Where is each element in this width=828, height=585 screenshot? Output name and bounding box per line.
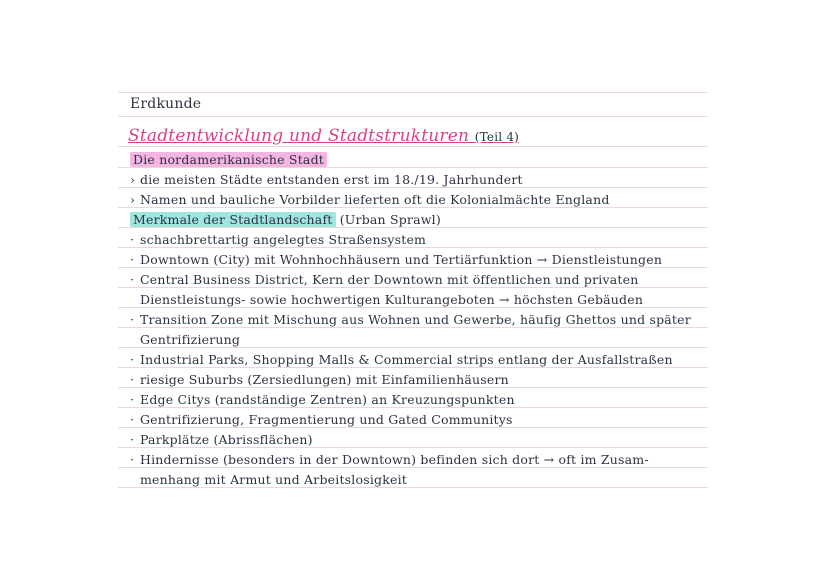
dot-bullet-icon: · <box>130 412 135 427</box>
feature-line: · Hindernisse (besonders in der Downtown) befinden sich dort → oft im Zusam- <box>130 452 649 467</box>
feature-line: · Edge Citys (randständige Zentren) an Kreuzungspunkten <box>130 392 515 407</box>
features-heading-suffix: (Urban Sprawl) <box>339 212 441 227</box>
section-heading <box>130 152 327 167</box>
feature-line: Dienstleistungs- sowie hochwertigen Kulturangeboten → höchsten Gebäuden <box>140 292 644 307</box>
arrow-bullet-icon: › <box>130 172 136 187</box>
page-title <box>128 126 519 146</box>
dot-bullet-icon: · <box>130 432 135 447</box>
feature-line: · riesige Suburbs (Zersiedlungen) mit Einfamilienhäusern <box>130 372 509 387</box>
feature-line: · Parkplätze (Abrissflächen) <box>130 432 313 447</box>
dot-bullet-icon: · <box>130 372 135 387</box>
feature-line: · Downtown (City) mit Wohnhochhäusern und Tertiärfunktion → Dienstleistungen <box>130 252 663 267</box>
ruled-line <box>118 247 708 248</box>
feature-line: · Central Business District, Kern der Downtown mit öffentlichen und privaten <box>130 272 639 287</box>
dot-bullet-icon: · <box>130 452 135 467</box>
section-heading-text: Die nordamerikanische Stadt <box>130 152 327 167</box>
ruled-line <box>118 347 708 348</box>
ruled-line <box>118 367 708 368</box>
dot-bullet-icon: · <box>130 272 135 287</box>
features-heading <box>130 212 441 227</box>
ruled-line <box>118 447 708 448</box>
ruled-line <box>118 187 708 188</box>
ruled-line <box>118 307 708 308</box>
ruled-line <box>118 227 708 228</box>
feature-line: · Gentrifizierung, Fragmentierung und Gated Communitys <box>130 412 513 427</box>
feature-line: Gentrifizierung <box>140 332 241 347</box>
feature-line: · Industrial Parks, Shopping Malls & Commercial strips entlang der Ausfallstraßen <box>130 352 673 367</box>
dot-bullet-icon: · <box>130 352 135 367</box>
features-heading-text: Merkmale der Stadtlandschaft <box>130 212 336 227</box>
ruled-line <box>118 146 708 147</box>
ruled-line <box>118 387 708 388</box>
feature-line: menhang mit Armut und Arbeitslosigkeit <box>140 472 408 487</box>
dot-bullet-icon: · <box>130 312 135 327</box>
ruled-line <box>118 327 708 328</box>
ruled-line <box>118 487 708 488</box>
ruled-line <box>118 427 708 428</box>
intro-line: › Namen und bauliche Vorbilder lieferten oft die Kolonialmächte England <box>130 192 610 207</box>
ruled-line <box>118 467 708 468</box>
ruled-line <box>118 167 708 168</box>
ruled-line <box>118 92 708 93</box>
feature-line: · Transition Zone mit Mischung aus Wohnen und Gewerbe, häufig Ghettos und später <box>130 312 691 327</box>
ruled-line <box>118 207 708 208</box>
subject-heading: Erdkunde <box>130 96 202 112</box>
ruled-line <box>118 116 708 117</box>
ruled-line <box>118 267 708 268</box>
arrow-bullet-icon: › <box>130 192 136 207</box>
feature-line: · schachbrettartig angelegtes Straßensystem <box>130 232 427 247</box>
intro-line: › die meisten Städte entstanden erst im 18./19. Jahrhundert <box>130 172 523 187</box>
ruled-line <box>118 287 708 288</box>
title-part: (Teil 4) <box>474 130 520 144</box>
ruled-line <box>118 407 708 408</box>
dot-bullet-icon: · <box>130 232 135 247</box>
dot-bullet-icon: · <box>130 392 135 407</box>
dot-bullet-icon: · <box>130 252 135 267</box>
title-text: Stadtentwicklung und Stadtstrukturen <box>128 126 470 146</box>
